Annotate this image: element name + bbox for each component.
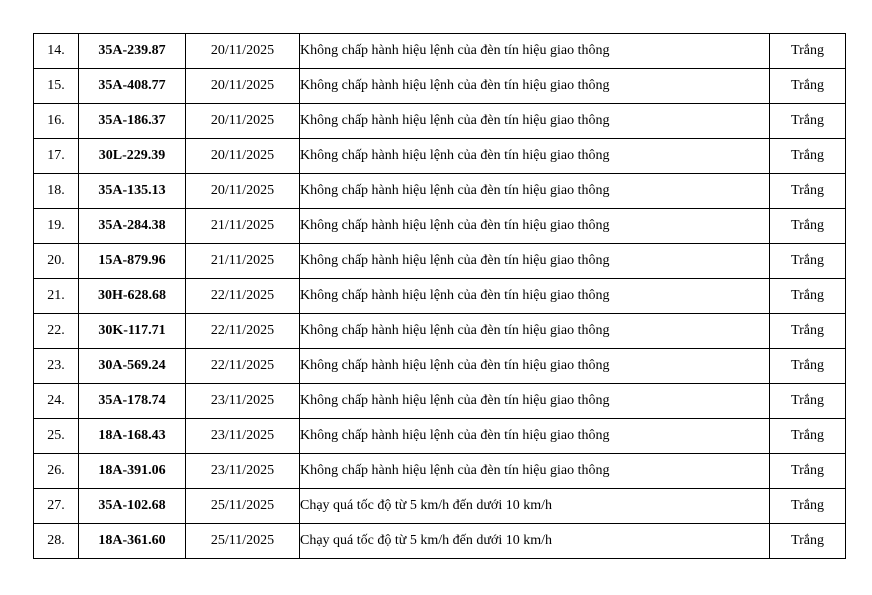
table-row [34,174,846,209]
violation-date: 20/11/2025 [186,69,300,104]
row-number: 23. [34,349,79,384]
table-row [34,209,846,244]
violation-date: 20/11/2025 [186,174,300,209]
row-number: 22. [34,314,79,349]
plate-color: Trắng [770,384,846,419]
plate-color: Trắng [770,454,846,489]
license-plate: 35A-186.37 [79,104,186,139]
row-number: 14. [34,34,79,69]
table-row [34,69,846,104]
violations-table-body [34,34,846,559]
license-plate: 18A-361.60 [79,524,186,559]
violation-description: Không chấp hành hiệu lệnh của đèn tín hiệu giao thông [300,454,770,489]
violation-description: Không chấp hành hiệu lệnh của đèn tín hiệu giao thông [300,279,770,314]
table-row [34,349,846,384]
table-row [34,419,846,454]
license-plate: 30K-117.71 [79,314,186,349]
table-row [34,34,846,69]
table-row [34,384,846,419]
violation-description: Chạy quá tốc độ từ 5 km/h đến dưới 10 km/h [300,524,770,559]
license-plate: 30A-569.24 [79,349,186,384]
violation-date: 22/11/2025 [186,349,300,384]
plate-color: Trắng [770,34,846,69]
plate-color: Trắng [770,209,846,244]
row-number: 19. [34,209,79,244]
license-plate: 35A-135.13 [79,174,186,209]
table-row [34,104,846,139]
license-plate: 35A-284.38 [79,209,186,244]
row-number: 26. [34,454,79,489]
violation-description: Chạy quá tốc độ từ 5 km/h đến dưới 10 km/h [300,489,770,524]
table-row [34,489,846,524]
violation-date: 23/11/2025 [186,384,300,419]
license-plate: 30H-628.68 [79,279,186,314]
violation-description: Không chấp hành hiệu lệnh của đèn tín hiệu giao thông [300,349,770,384]
row-number: 16. [34,104,79,139]
row-number: 28. [34,524,79,559]
violation-date: 20/11/2025 [186,34,300,69]
violation-date: 21/11/2025 [186,244,300,279]
plate-color: Trắng [770,139,846,174]
row-number: 20. [34,244,79,279]
violation-description: Không chấp hành hiệu lệnh của đèn tín hiệu giao thông [300,419,770,454]
violation-description: Không chấp hành hiệu lệnh của đèn tín hiệu giao thông [300,34,770,69]
plate-color: Trắng [770,244,846,279]
table-row [34,524,846,559]
plate-color: Trắng [770,349,846,384]
table-row [34,279,846,314]
violation-date: 25/11/2025 [186,489,300,524]
violation-date: 22/11/2025 [186,279,300,314]
plate-color: Trắng [770,104,846,139]
table-row [34,454,846,489]
violation-description: Không chấp hành hiệu lệnh của đèn tín hiệu giao thông [300,139,770,174]
row-number: 24. [34,384,79,419]
violation-description: Không chấp hành hiệu lệnh của đèn tín hiệu giao thông [300,69,770,104]
plate-color: Trắng [770,419,846,454]
violation-date: 21/11/2025 [186,209,300,244]
violation-date: 20/11/2025 [186,104,300,139]
license-plate: 35A-102.68 [79,489,186,524]
row-number: 27. [34,489,79,524]
violation-date: 23/11/2025 [186,419,300,454]
violation-date: 22/11/2025 [186,314,300,349]
row-number: 15. [34,69,79,104]
license-plate: 18A-168.43 [79,419,186,454]
violation-description: Không chấp hành hiệu lệnh của đèn tín hiệu giao thông [300,104,770,139]
violation-description: Không chấp hành hiệu lệnh của đèn tín hiệu giao thông [300,174,770,209]
violation-description: Không chấp hành hiệu lệnh của đèn tín hiệu giao thông [300,244,770,279]
plate-color: Trắng [770,174,846,209]
license-plate: 18A-391.06 [79,454,186,489]
row-number: 21. [34,279,79,314]
plate-color: Trắng [770,279,846,314]
license-plate: 15A-879.96 [79,244,186,279]
plate-color: Trắng [770,314,846,349]
table-row [34,314,846,349]
table-row [34,139,846,174]
violations-table [33,33,846,559]
row-number: 18. [34,174,79,209]
plate-color: Trắng [770,69,846,104]
license-plate: 35A-239.87 [79,34,186,69]
row-number: 25. [34,419,79,454]
plate-color: Trắng [770,489,846,524]
plate-color: Trắng [770,524,846,559]
violation-description: Không chấp hành hiệu lệnh của đèn tín hiệu giao thông [300,314,770,349]
license-plate: 35A-408.77 [79,69,186,104]
violation-description: Không chấp hành hiệu lệnh của đèn tín hiệu giao thông [300,209,770,244]
violation-date: 20/11/2025 [186,139,300,174]
license-plate: 35A-178.74 [79,384,186,419]
violation-date: 25/11/2025 [186,524,300,559]
license-plate: 30L-229.39 [79,139,186,174]
violation-date: 23/11/2025 [186,454,300,489]
table-row [34,244,846,279]
violation-description: Không chấp hành hiệu lệnh của đèn tín hiệu giao thông [300,384,770,419]
row-number: 17. [34,139,79,174]
